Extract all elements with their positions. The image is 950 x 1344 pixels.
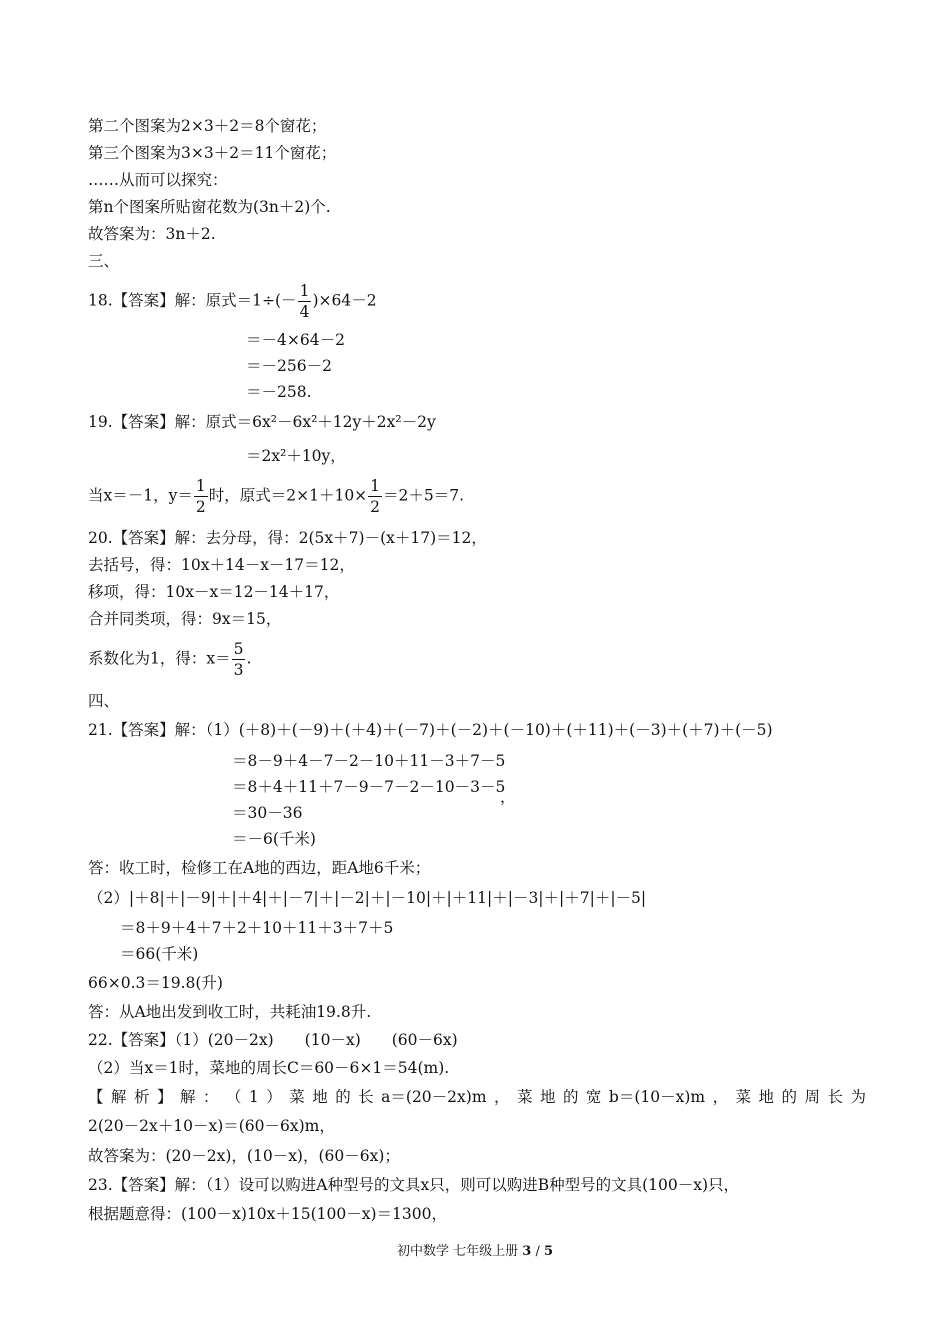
text-line: ……从而可以探究： <box>88 171 228 189</box>
text-segment: 【 <box>88 1088 104 1106</box>
equation-step: ＝8＋4＋11＋7－9－7－2－10－3－5 <box>232 778 506 796</box>
page-total: 5 <box>543 1244 554 1259</box>
text-line: 去括号，得：10x＋14－x－17＝12， <box>88 556 355 574</box>
text-line: （2）|＋8|＋|－9|＋|＋4|＋|－7|＋|－2|＋|－10|＋|＋11|＋|－3|＋|＋7|＋|－5| <box>88 889 647 907</box>
equation-step: ＝8＋9＋4＋7＋2＋10＋11＋3＋7＋5 <box>120 919 394 937</box>
section-heading: 三、 <box>88 252 120 270</box>
text-line: 答：收工时，检修工在A地的西边，距A地6千米； <box>88 859 431 877</box>
section-heading: 四、 <box>88 692 120 710</box>
text-segment: 18.【答案】解：原式＝1÷(－ <box>88 291 297 310</box>
text-segment: 的 <box>562 1088 579 1106</box>
denominator: 2 <box>195 498 206 516</box>
answer-22-line: 22.【答案】（1）(20－2x) (10－x) (60－6x) <box>88 1031 458 1049</box>
fraction <box>232 639 246 680</box>
denominator: 2 <box>370 498 381 516</box>
equation-step: ＝－6(千米) <box>232 830 316 848</box>
text-segment: ＝2＋5＝7. <box>383 486 465 505</box>
text-segment: 地 <box>312 1088 328 1106</box>
text-segment: 菜 <box>289 1088 305 1106</box>
equation-step: ＝－4×64－2 <box>246 331 345 349</box>
text-segment: （ <box>225 1088 242 1106</box>
text-segment: ） <box>266 1088 282 1106</box>
text-line: 第三个图案为3×3＋2＝11个窗花； <box>88 144 337 162</box>
numerator: 1 <box>370 477 381 495</box>
equation-step: ＝－258. <box>246 383 312 401</box>
text-segment: 为 <box>850 1088 866 1106</box>
text-segment: 长 <box>827 1088 843 1106</box>
text-line <box>88 639 251 680</box>
text-segment: ， <box>712 1088 729 1106</box>
text-segment: 解 <box>110 1088 127 1106</box>
fraction <box>194 476 208 517</box>
answer-18-line <box>88 281 377 322</box>
page-number: 3 <box>522 1244 532 1259</box>
text-line: 故答案为：(20－2x)，(10－x)，(60－6x)； <box>88 1147 400 1165</box>
numerator: 1 <box>299 282 310 300</box>
equation-step: ＝2x²＋10y， <box>246 447 346 465</box>
text-line: 第n个图案所贴窗花数为(3n＋2)个. <box>88 198 331 216</box>
text-segment: 】 <box>156 1088 173 1106</box>
text-segment: 菜 <box>516 1088 533 1106</box>
equation-step: ＝66(千米) <box>120 945 199 963</box>
text-line: 2(20－2x＋10－x)＝(60－6x)m， <box>88 1117 335 1135</box>
footer-label: 初中数学 七年级上册 <box>396 1244 519 1259</box>
fraction <box>298 281 312 322</box>
equation-step: ＝8－9＋4－7－2－10＋11－3＋7－5 <box>232 752 506 770</box>
text-segment: ： <box>202 1088 219 1106</box>
text-line: 移项，得：10x－x＝12－14＋17， <box>88 583 340 601</box>
numerator: 5 <box>233 640 244 658</box>
answer-21-line: 21.【答案】解：（1）(＋8)＋(－9)＋(＋4)＋(－7)＋(－2)＋(－10)＋(＋11)＋(－3)＋(＋7)＋(－5) <box>88 721 773 739</box>
page-separator: / <box>535 1244 540 1259</box>
text-segment: 菜 <box>735 1088 752 1106</box>
substitution-line <box>88 476 464 517</box>
text-line: （2）当x＝1时，菜地的周长C＝60－6×1＝54(m). <box>88 1059 450 1077</box>
analysis-line <box>88 1086 866 1108</box>
denominator: 3 <box>233 661 244 679</box>
text-segment: a＝(20－2x)m <box>381 1088 487 1106</box>
text-segment: 析 <box>133 1088 150 1106</box>
text-segment: 宽 <box>585 1088 602 1106</box>
text-segment: 长 <box>358 1088 374 1106</box>
answer-23-line: 23.【答案】解：（1）设可以购进A种型号的文具x只，则可以购进B种型号的文具(100－x)只， <box>88 1176 740 1194</box>
text-segment: 的 <box>335 1088 351 1106</box>
text-line: 合并同类项，得：9x＝15， <box>88 610 282 628</box>
denominator: 4 <box>299 303 310 321</box>
text-segment: 的 <box>781 1088 798 1106</box>
text-segment: ， <box>493 1088 510 1106</box>
text-segment: 1 <box>248 1088 259 1106</box>
text-segment: )×64－2 <box>312 291 377 310</box>
text-segment: 解 <box>179 1088 196 1106</box>
text-segment: 系数化为1，得：x＝ <box>88 649 231 668</box>
answer-20-line: 20.【答案】解：去分母，得：2(5x＋7)－(x＋17)＝12， <box>88 529 487 547</box>
equation-step: ＝30－36 <box>232 804 303 822</box>
text-segment: . <box>246 649 252 668</box>
text-line: 答：从A地出发到收工时，共耗油19.8升. <box>88 1003 372 1021</box>
text-line: 根据题意得：(100－x)10x＋15(100－x)＝1300， <box>88 1205 447 1223</box>
numerator: 1 <box>195 477 206 495</box>
fraction <box>368 476 382 517</box>
text-segment: 当x＝－1，y＝ <box>88 486 193 505</box>
text-line: 66×0.3＝19.8(升) <box>88 974 223 992</box>
text-segment: b＝(10－x)m <box>608 1088 706 1106</box>
text-segment: 地 <box>539 1088 556 1106</box>
equation-step: ＝－256－2 <box>246 357 332 375</box>
text-line: 第二个图案为2×3＋2＝8个窗花； <box>88 117 327 135</box>
page-footer <box>0 1243 950 1261</box>
text-segment: 地 <box>758 1088 775 1106</box>
answer-19-line: 19.【答案】解：原式＝6x²－6x²＋12y＋2x²－2y <box>88 413 436 431</box>
trailing-comma: ， <box>500 788 516 806</box>
text-segment: 周 <box>804 1088 821 1106</box>
text-segment: 时，原式＝2×1＋10× <box>208 486 368 505</box>
text-line: 故答案为：3n＋2. <box>88 225 216 243</box>
